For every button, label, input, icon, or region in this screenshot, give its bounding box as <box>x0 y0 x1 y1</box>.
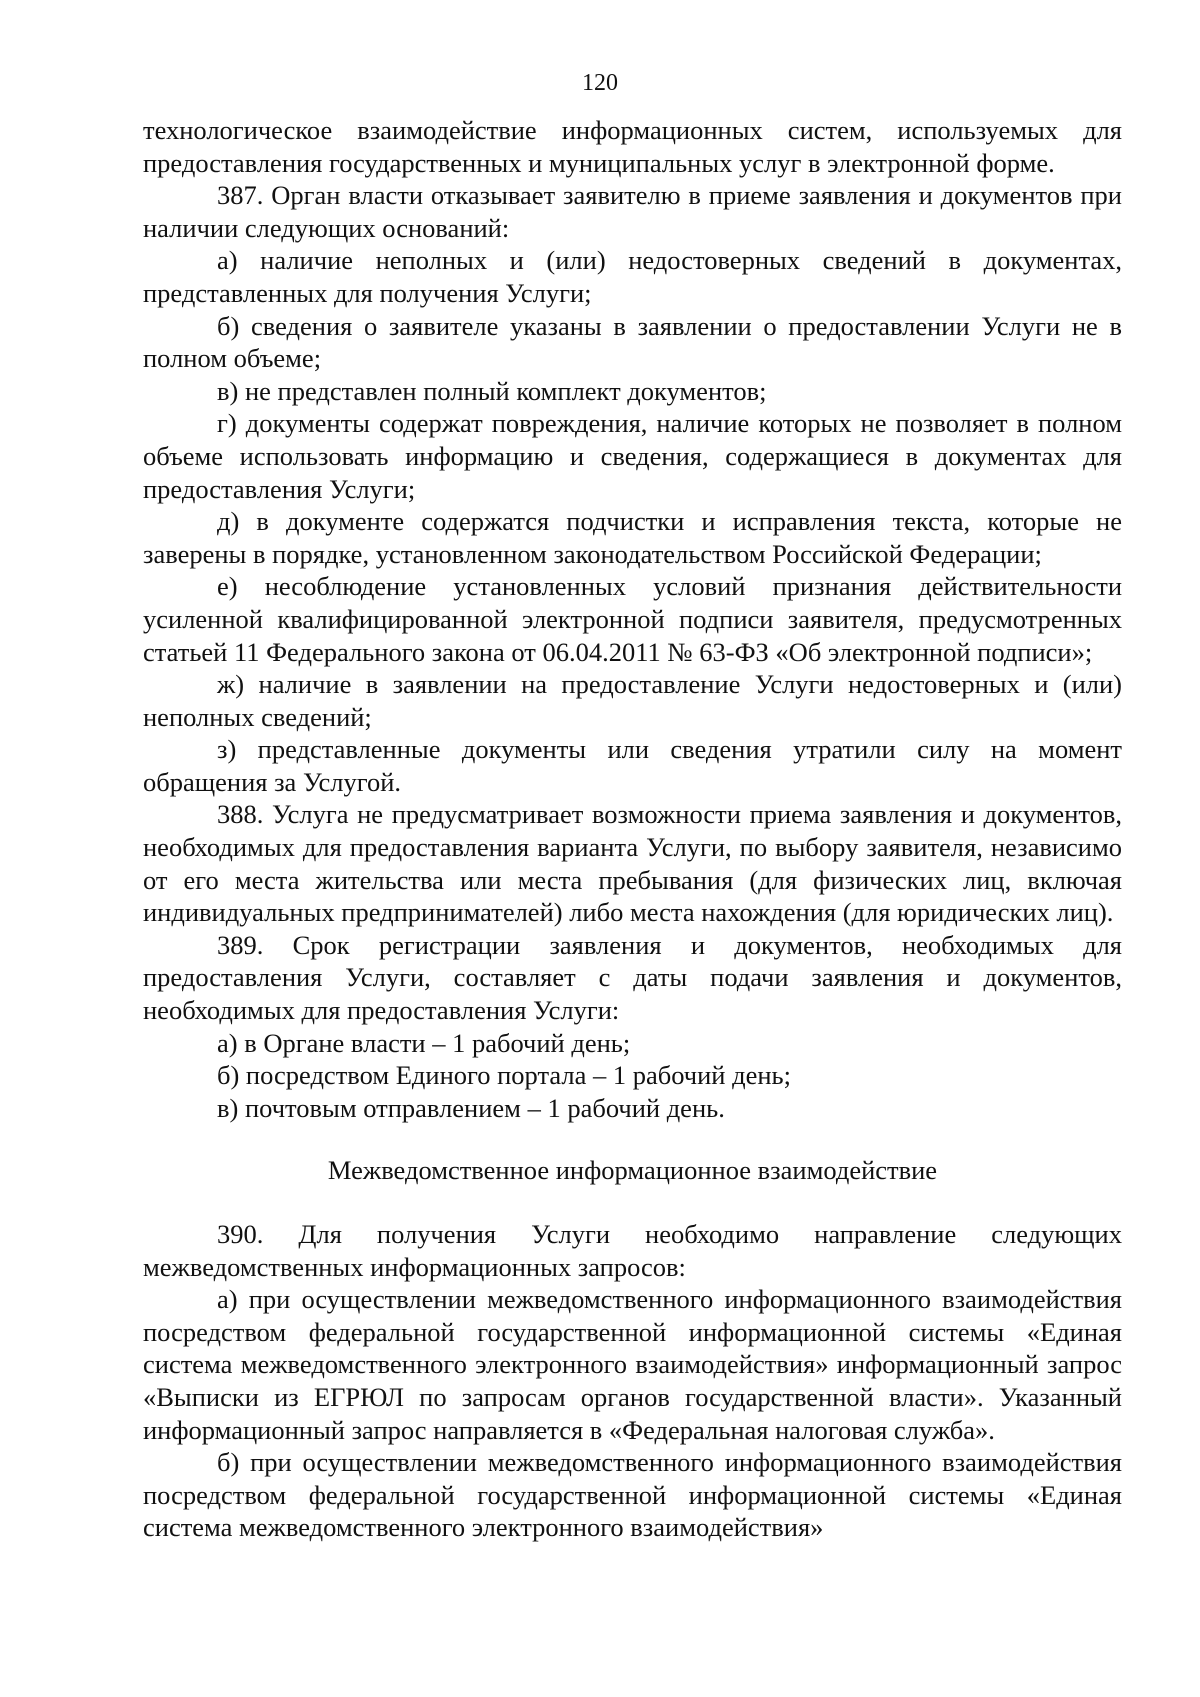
list-item-387-zh: ж) наличие в заявлении на предоставление Услуги недостоверных и (или) неполных сведений; <box>143 669 1122 732</box>
section-heading: Межведомственное информационное взаимодействие <box>327 1155 938 1186</box>
paragraph-389: 389. Срок регистрации заявления и документов, необходимых для предоставления Услуги, составляет с даты подачи заявления и документов, необходимых для предоставления Услуги: <box>143 929 1122 1026</box>
paragraph-390: 390. Для получения Услуги необходимо направление следующих межведомственных информационных запросов: <box>143 1219 1122 1282</box>
list-item-389-b: б) посредством Единого портала – 1 рабочий день; <box>217 1060 791 1091</box>
list-item-387-z: з) представленные документы или сведения утратили силу на момент обращения за Услугой. <box>143 734 1122 797</box>
list-item-387-g: г) документы содержат повреждения, наличие которых не позволяет в полном объеме использовать информацию и сведения, содержащиеся в документах для предоставления Услуги; <box>143 408 1122 504</box>
page-number: 120 <box>582 70 618 96</box>
list-item-387-a: а) наличие неполных и (или) недостоверных сведений в документах, представленных для получения Услуги; <box>143 245 1122 308</box>
list-item-387-v: в) не представлен полный комплект документов; <box>217 375 767 406</box>
list-item-390-a: а) при осуществлении межведомственного информационного взаимодействия посредством федеральной государственной информационной системы «Единая система межведомственного электронного взаимодействия» информационный запрос «Выписки из ЕГРЮЛ по запросам органов государственной власти». Указанный информационный запрос направляется в «Федеральная налоговая служба». <box>143 1284 1122 1445</box>
paragraph-continuation: технологическое взаимодействие информационных систем, используемых для предоставления государственных и муниципальных услуг в электронной форме. <box>143 115 1122 178</box>
list-item-387-d: д) в документе содержатся подчистки и исправления текста, которые не заверены в порядке, установленном законодательством Российской Федерации; <box>143 506 1122 569</box>
list-item-389-a: а) в Органе власти – 1 рабочий день; <box>217 1027 631 1058</box>
list-item-387-b: б) сведения о заявителе указаны в заявлении о предоставлении Услуги не в полном объеме; <box>143 310 1122 374</box>
list-item-387-e: е) несоблюдение установленных условий признания действительности усиленной квалифицированной электронной подписи заявителя, предусмотренных статьей 11 Федерального закона от 06.04.2011 № 63-ФЗ «Об электронной подписи»; <box>143 571 1122 667</box>
list-item-389-v: в) почтовым отправлением – 1 рабочий день. <box>217 1092 725 1123</box>
paragraph-387: 387. Орган власти отказывает заявителю в приеме заявления и документов при наличии следующих оснований: <box>143 180 1122 243</box>
list-item-390-b: б) при осуществлении межведомственного информационного взаимодействия посредством федеральной государственной информационной системы «Единая система межведомственного электронного взаимодействия» <box>143 1447 1122 1543</box>
paragraph-388: 388. Услуга не предусматривает возможности приема заявления и документов, необходимых для предоставления варианта Услуги, по выбору заявителя, независимо от его места жительства или места пребывания (для физических лиц, включая индивидуальных предпринимателей) либо места нахождения (для юридических лиц). <box>143 799 1122 928</box>
document-body <box>143 114 1122 1544</box>
